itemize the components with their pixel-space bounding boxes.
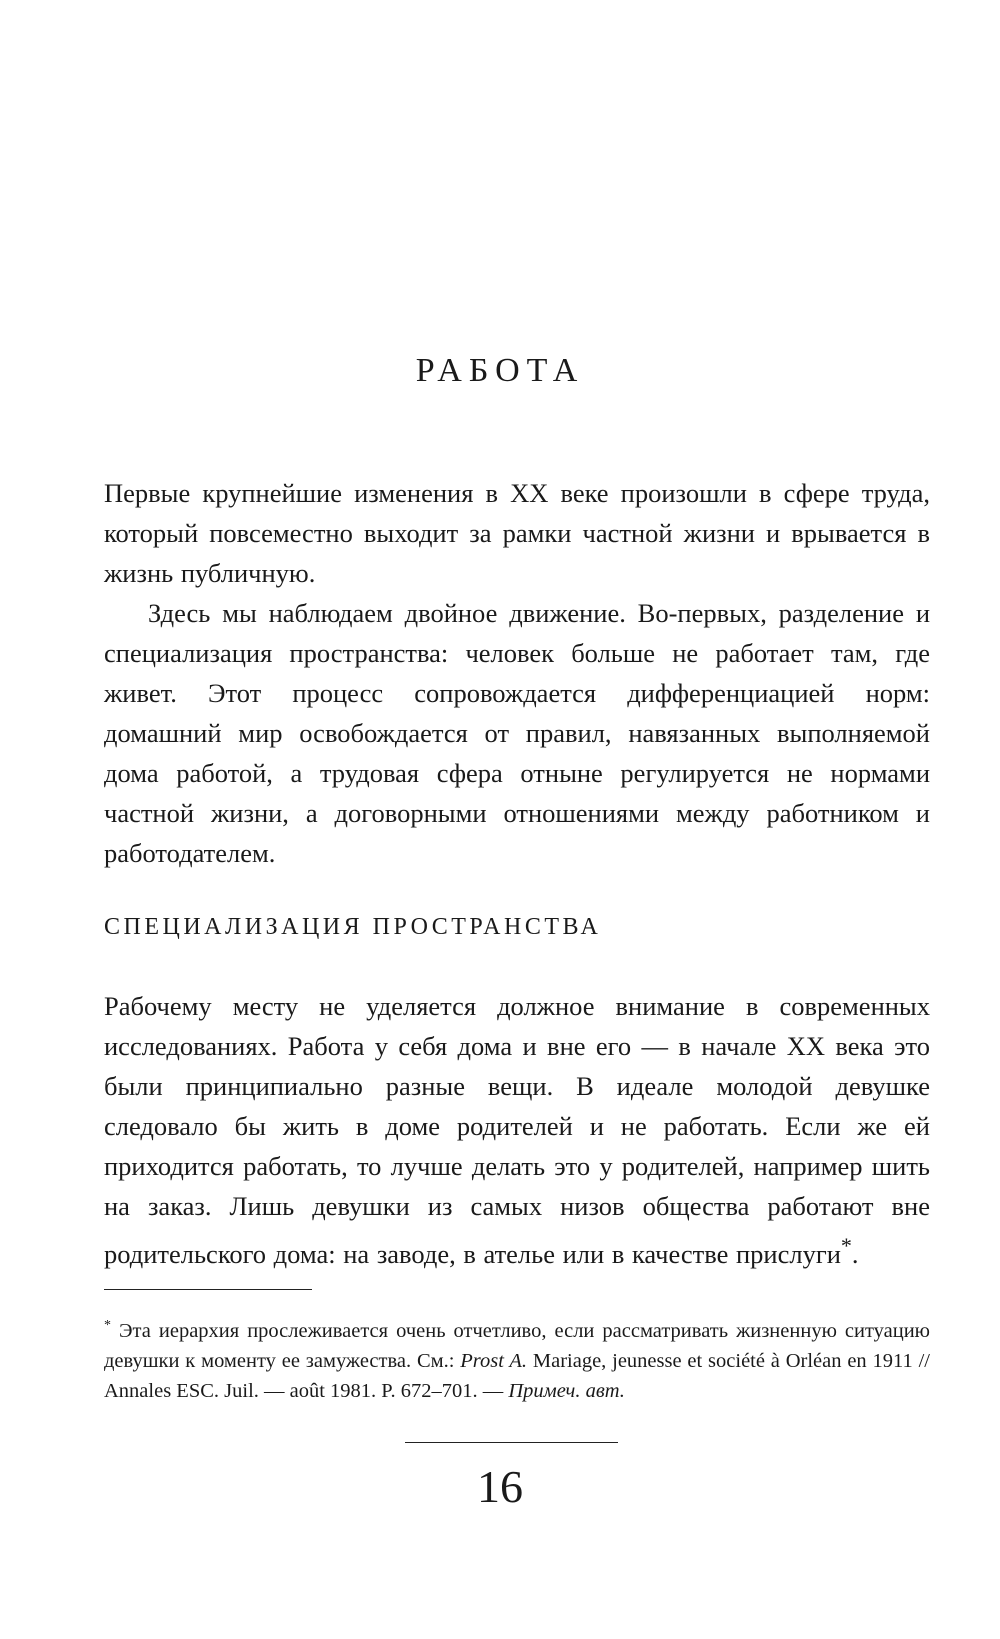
footnote-text-end: Mariage, jeunesse et société à Orléan en 1911 // Annales ESC. Juil. — août 1981. P. 672–701. — <box>104 1349 930 1402</box>
footnote-marker: * <box>104 1318 111 1333</box>
footnote-note-label: Примеч. авт. <box>508 1379 625 1402</box>
section-paragraph-end: . <box>851 1238 859 1269</box>
footnote-author: Prost A. <box>460 1349 528 1372</box>
intro-paragraph-2: Здесь мы наблюдаем двойное движение. Во-первых, разделение и специализация пространства: человек больше не работает там, где живет. Этот процесс сопровождается дифференциацией норм: домашний мир освобождается от правил, навязанных выполняемой дома работой, а трудовая сфера отныне регулируется не нормами частной жизни, а договорными отношениями между работником и работодателем. <box>104 598 930 868</box>
section-title: СПЕЦИАЛИЗАЦИЯ ПРОСТРАНСТВА <box>104 914 602 940</box>
page-number: 16 <box>477 1461 523 1512</box>
section-paragraph <box>104 986 930 1274</box>
footnote-divider <box>104 1289 312 1290</box>
section-text <box>104 986 930 1274</box>
page-number-divider <box>405 1442 618 1443</box>
footnote-reference-marker: * <box>840 1233 852 1258</box>
intro-text <box>104 473 930 873</box>
footnote-text-start: Эта иерархия прослеживается очень отчетливо, если рассматривать жизненную ситуацию девушки к моменту ее замужества. См.: <box>104 1319 930 1372</box>
chapter-title: РАБОТА <box>415 352 585 389</box>
section-paragraph-text: Рабочему месту не уделяется должное внимание в современных исследованиях. Работа у себя дома и вне его — в начале XX века это были принципиально разные вещи. В идеале молодой девушке следовало бы жить в доме родителей и не работать. Если же ей приходится работать, то лучше делать это у родителей, например шить на заказ. Лишь девушки из самых низов общества работают вне родительского дома: на заводе, в ателье или в качестве прислуги <box>104 991 930 1269</box>
footnote <box>104 1311 930 1406</box>
intro-paragraph-1: Первые крупнейшие изменения в XX веке произошли в сфере труда, который повсеместно выходит за рамки частной жизни и врывается в жизнь публичную. <box>104 478 930 588</box>
